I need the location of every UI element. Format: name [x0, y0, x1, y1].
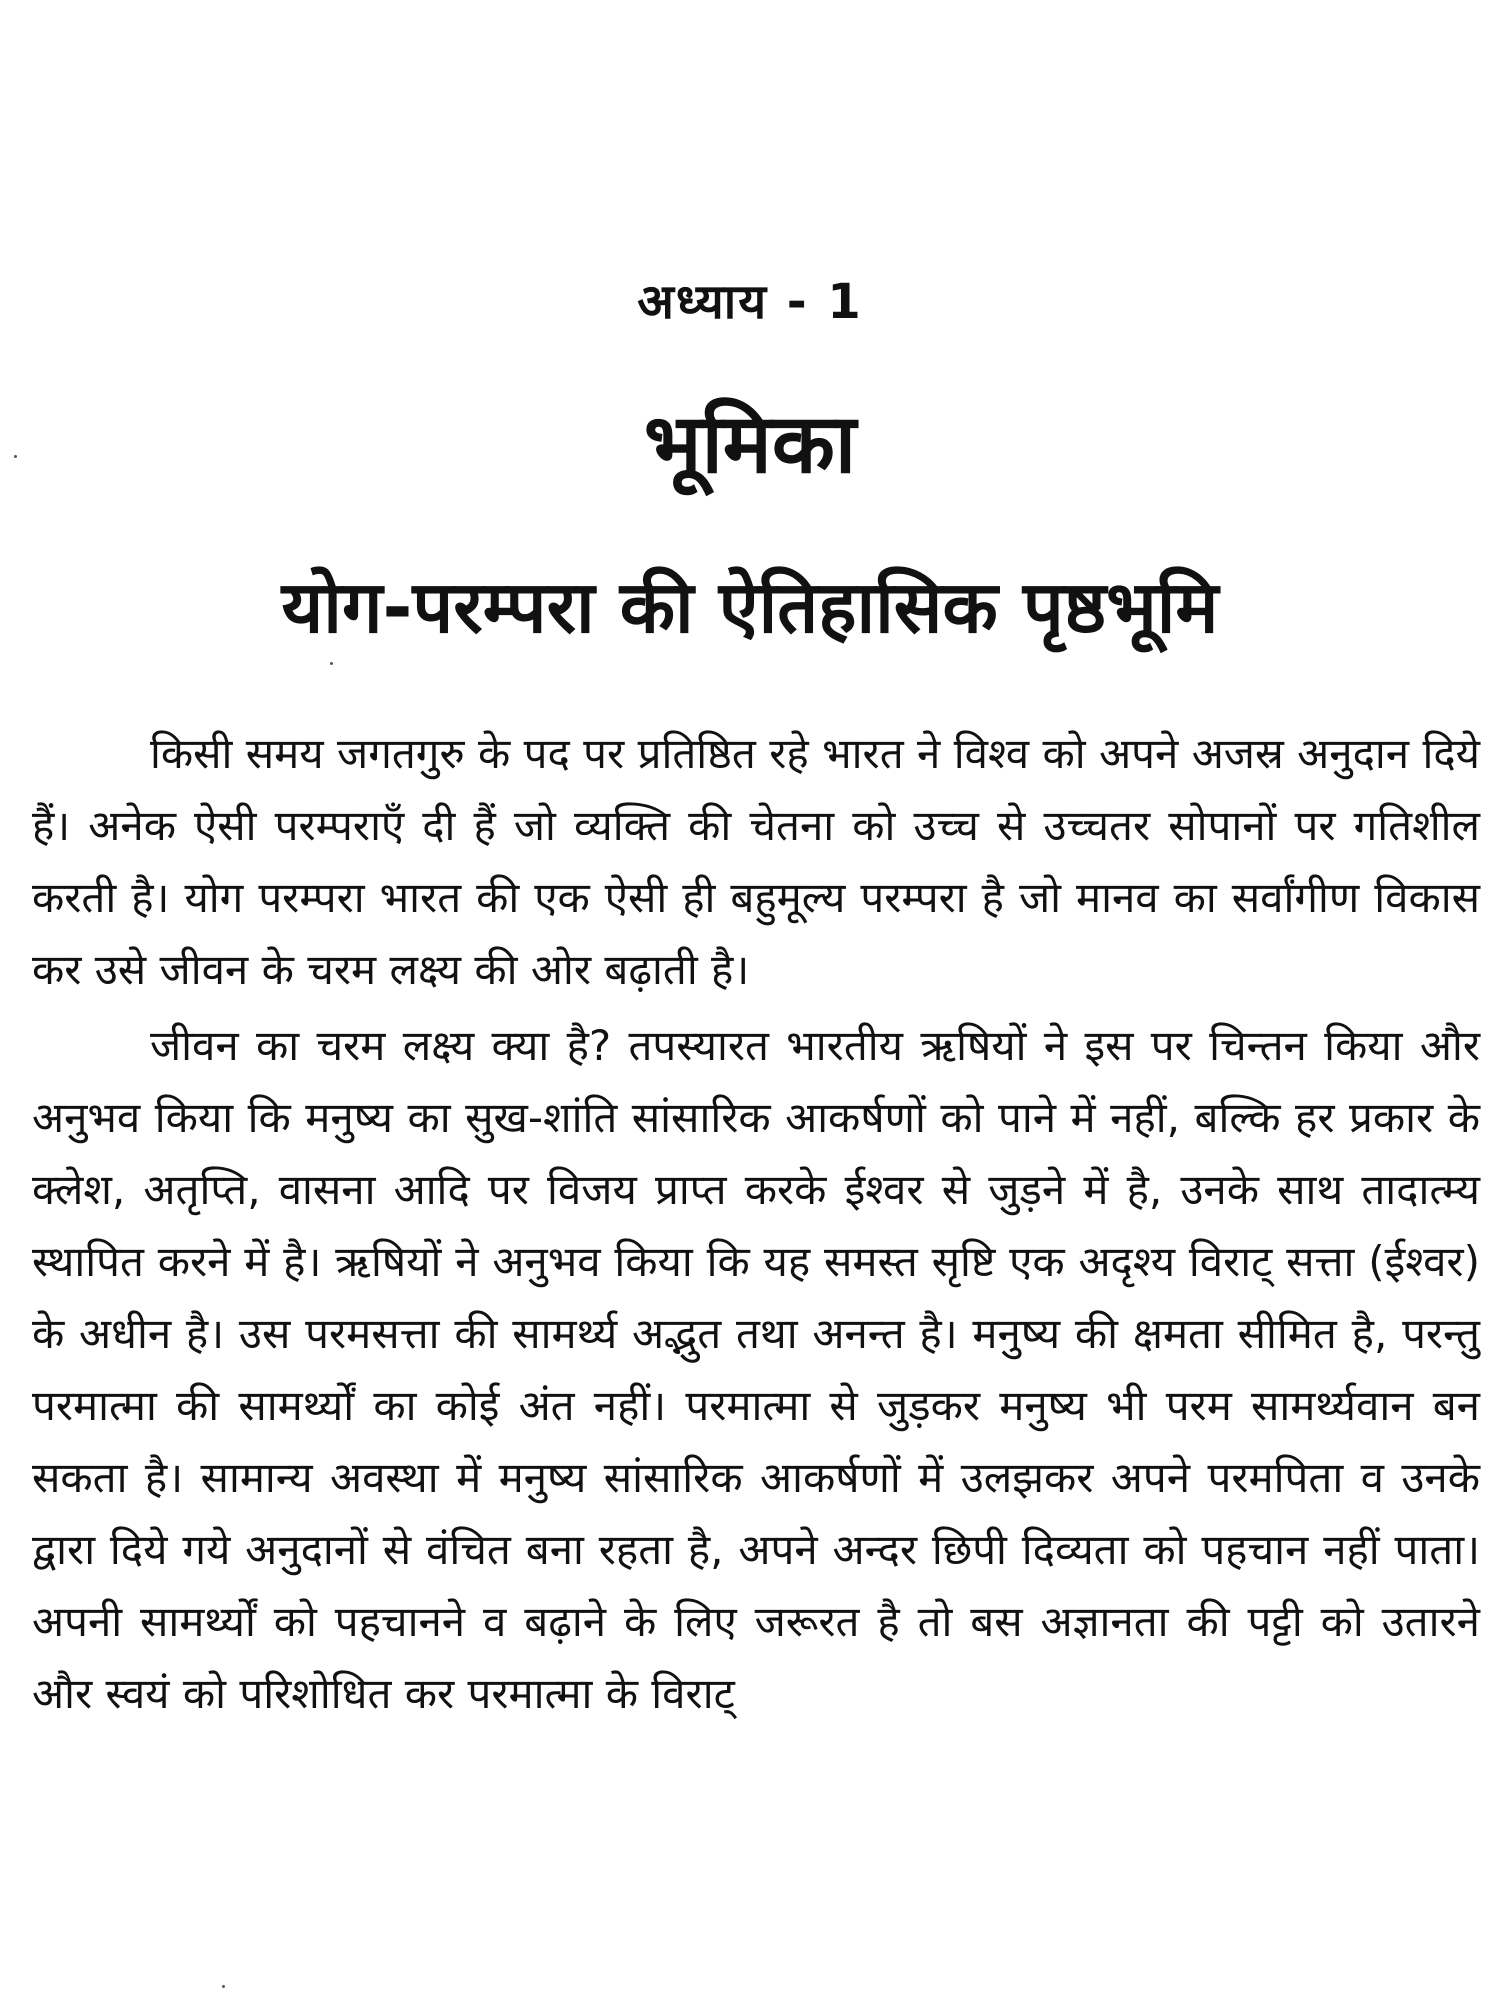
- scan-speck: [222, 1985, 225, 1988]
- scan-speck: [14, 455, 17, 458]
- page-title: भूमिका: [643, 397, 857, 492]
- body-text: [32, 718, 1480, 1730]
- chapter-label: अध्याय - 1: [637, 274, 863, 330]
- scan-speck: [330, 662, 333, 665]
- paragraph: जीवन का चरम लक्ष्य क्या है? तपस्यारत भारतीय ऋषियों ने इस पर चिन्तन किया और अनुभव किया कि मनुष्य का सुख-शांति सांसारिक आकर्षणों को पाने में नहीं, बल्कि हर प्रकार के क्लेश, अतृप्ति, वासना आदि पर विजय प्राप्त करके ईश्वर से जुड़ने में है, उनके साथ तादात्म्य स्थापित करने में है। ऋषियों ने अनुभव किया कि यह समस्त सृष्टि एक अदृश्य विराट् सत्ता (ईश्वर) के अधीन है। उस परमसत्ता की सामर्थ्य अद्भुत तथा अनन्त है। मनुष्य की क्षमता सीमित है, परन्तु परमात्मा की सामर्थ्यों का कोई अंत नहीं। परमात्मा से जुड़कर मनुष्य भी परम सामर्थ्यवान बन सकता है। सामान्य अवस्था में मनुष्य सांसारिक आकर्षणों में उलझकर अपने परमपिता व उनके द्वारा दिये गये अनुदानों से वंचित बना रहता है, अपने अन्दर छिपी दिव्यता को पहचान नहीं पाता। अपनी सामर्थ्यों को पहचानने व बढ़ाने के लिए जरूरत है तो बस अज्ञानता की पट्टी को उतारने और स्वयं को परिशोधित कर परमात्मा के विराट्: [32, 1021, 1480, 1718]
- paragraph: किसी समय जगतगुरु के पद पर प्रतिष्ठित रहे भारत ने विश्व को अपने अजस्र अनुदान दिये हैं। अनेक ऐसी परम्पराएँ दी हैं जो व्यक्ति की चेतना को उच्च से उच्चतर सोपानों पर गतिशील करती है। योग परम्परा भारत की एक ऐसी ही बहुमूल्य परम्परा है जो मानव का सर्वांगीण विकास कर उसे जीवन के चरम लक्ष्य की ओर बढ़ाती है।: [32, 729, 1480, 994]
- page-subtitle: योग-परम्परा की ऐतिहासिक पृष्ठभूमि: [281, 565, 1219, 649]
